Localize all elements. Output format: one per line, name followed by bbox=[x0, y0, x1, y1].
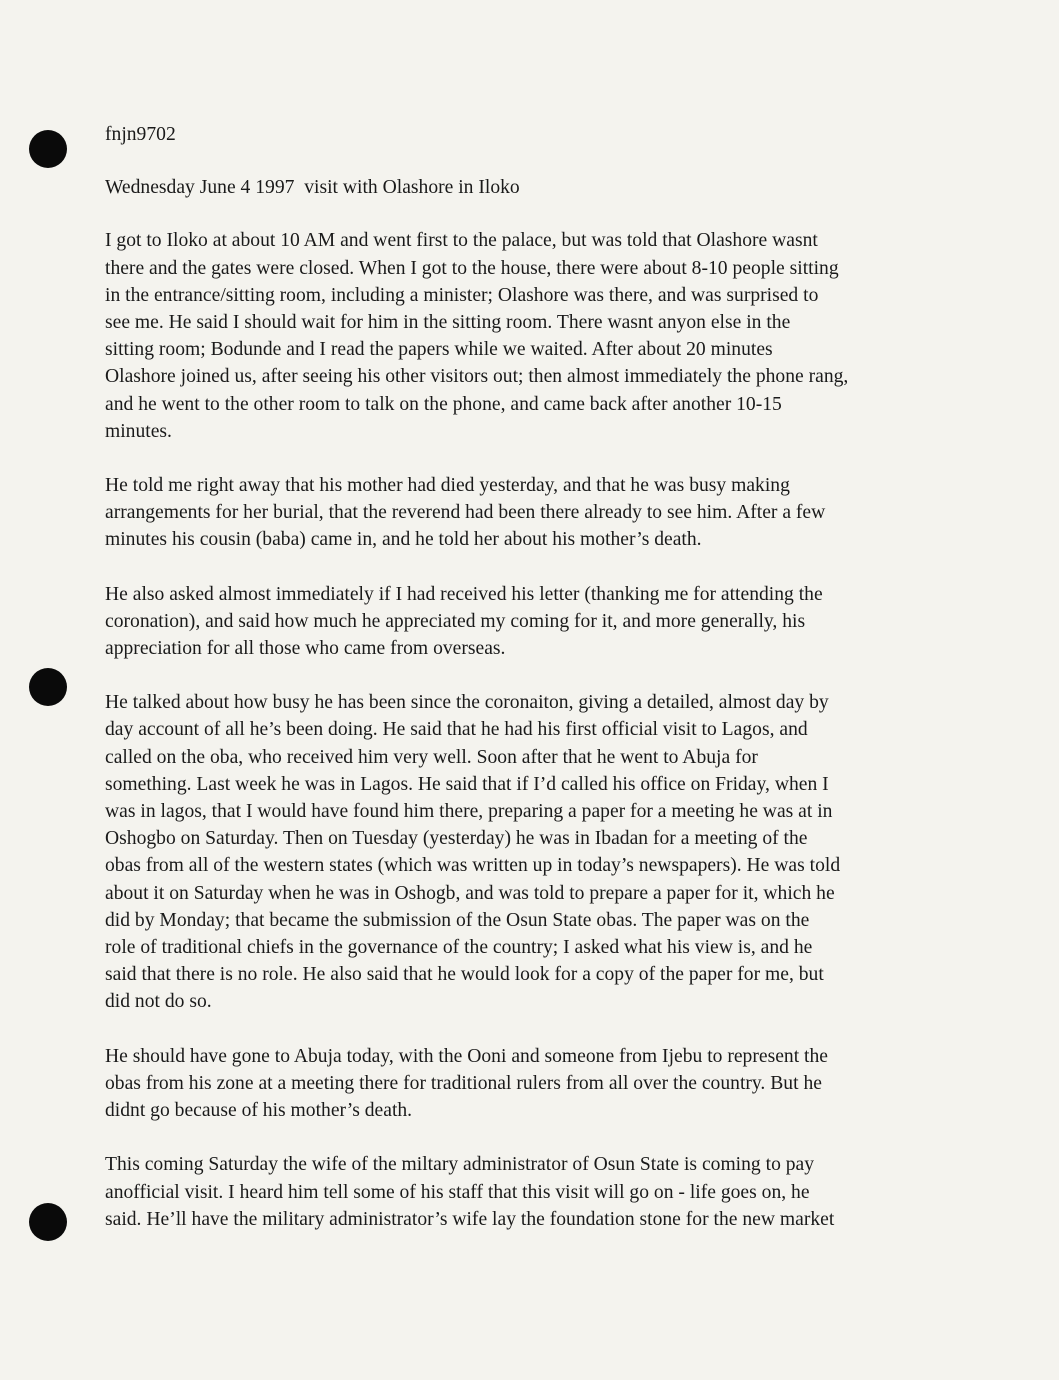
text-line: This coming Saturday the wife of the miltary administrator of Osun State is coming to pay bbox=[105, 1154, 815, 1176]
text-line: anofficial visit. I heard him tell some of his staff that this visit will go on - life goes on, he bbox=[105, 1181, 810, 1203]
text-line: appreciation for all those who came from overseas. bbox=[105, 638, 506, 660]
text-line: did not do so. bbox=[105, 991, 212, 1013]
text-line: in the entrance/sitting room, including a minister; Olashore was there, and was surprised to bbox=[105, 284, 819, 306]
document-body bbox=[105, 121, 925, 1260]
text-line: He also asked almost immediately if I had received his letter (thanking me for attending the bbox=[105, 583, 823, 605]
text-line: said. He’ll have the military administrator’s wife lay the foundation stone for the new market bbox=[105, 1208, 835, 1230]
text-line: see me. He said I should wait for him in the sitting room. There wasnt anyon else in the bbox=[105, 312, 791, 334]
text-line: He told me right away that his mother had died yesterday, and that he was busy making bbox=[105, 475, 790, 497]
document-heading: Wednesday June 4 1997 visit with Olashore in Iloko bbox=[105, 177, 520, 199]
text-line: He should have gone to Abuja today, with the Ooni and someone from Ijebu to represent the bbox=[105, 1045, 828, 1067]
punch-hole-middle bbox=[29, 668, 67, 706]
paragraph bbox=[105, 1043, 925, 1125]
text-line: minutes. bbox=[105, 420, 172, 442]
text-line: said that there is no role. He also said that he would look for a copy of the paper for me, but bbox=[105, 964, 824, 986]
paragraph bbox=[105, 227, 925, 445]
text-line: role of traditional chiefs in the governance of the country; I asked what his view is, and he bbox=[105, 937, 813, 959]
text-line: I got to Iloko at about 10 AM and went first to the palace, but was told that Olashore wasnt bbox=[105, 230, 818, 252]
text-line: sitting room; Bodunde and I read the papers while we waited. After about 20 minutes bbox=[105, 339, 773, 361]
text-line: obas from all of the western states (which was written up in today’s newspapers). He was told bbox=[105, 855, 841, 877]
text-line: coronation), and said how much he appreciated my coming for it, and more generally, his bbox=[105, 610, 806, 632]
paragraph bbox=[105, 472, 925, 554]
text-line: day account of all he’s been doing. He said that he had his first official visit to Lagos, and bbox=[105, 719, 808, 741]
text-line: obas from his zone at a meeting there for traditional rulers from all over the country. But he bbox=[105, 1072, 822, 1094]
text-line: Olashore joined us, after seeing his other visitors out; then almost immediately the phone rang, bbox=[105, 366, 849, 388]
punch-hole-top bbox=[29, 130, 67, 168]
text-line: something. Last week he was in Lagos. He said that if I’d called his office on Friday, when I bbox=[105, 773, 829, 795]
text-line: and he went to the other room to talk on the phone, and came back after another 10-15 bbox=[105, 393, 782, 415]
document-ref-id: fnjn9702 bbox=[105, 124, 176, 145]
text-line: arrangements for her burial, that the reverend had been there already to see him. After a few bbox=[105, 502, 826, 524]
paragraph bbox=[105, 581, 925, 663]
text-line: was in lagos, that I would have found him there, preparing a paper for a meeting he was at in bbox=[105, 801, 833, 823]
text-line: didnt go because of his mother’s death. bbox=[105, 1100, 413, 1122]
text-line: Oshogbo on Saturday. Then on Tuesday (yesterday) he was in Ibadan for a meeting of the bbox=[105, 828, 808, 850]
punch-hole-bottom bbox=[29, 1203, 67, 1241]
text-line: did by Monday; that became the submission of the Osun State obas. The paper was on the bbox=[105, 909, 810, 931]
text-line: minutes his cousin (baba) came in, and he told her about his mother’s death. bbox=[105, 529, 702, 551]
text-line: about it on Saturday when he was in Oshogb, and was told to prepare a paper for it, which he bbox=[105, 882, 835, 904]
paragraph bbox=[105, 689, 925, 1015]
text-line: He talked about how busy he has been since the coronaiton, giving a detailed, almost day by bbox=[105, 692, 829, 714]
paragraph bbox=[105, 1151, 925, 1233]
text-line: there and the gates were closed. When I got to the house, there were about 8-10 people sitting bbox=[105, 257, 839, 279]
text-line: called on the oba, who received him very well. Soon after that he went to Abuja for bbox=[105, 746, 758, 768]
